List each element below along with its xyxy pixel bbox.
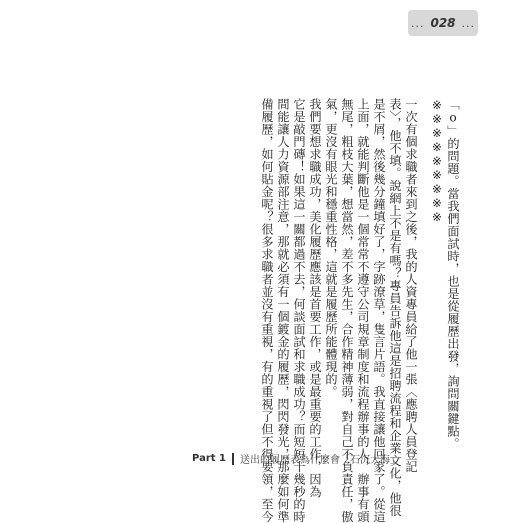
text-column: 一次有個求職者來到之後，我的人資專員給了他一張〈應聘人員登記 [404,98,418,473]
text-column: 表〉，他不填。說網上不是有嗎？專員告訴他這是招聘流程和企業文化，他很 [388,98,402,517]
text-column: 間能讓人力資源部注意，那就必須有一個鍍金的履歷，閃閃發光，那麼如何準 [276,98,290,523]
page-number-dots-right: ... [461,16,476,30]
page-number-dots-left: ... [410,16,425,30]
page-number: 028 [430,16,456,30]
footer-divider [232,453,234,465]
text-column: 無尾，粗枝大葉，想當然，差不多先生，合作精神薄弱，對自己不負責任，傲 [340,98,354,523]
text-column: 「o」的問題。當我們面試時，也是從履歷出發，詢問關鍵點。 [446,98,460,450]
text-column: 上面，就能判斷他是一個常常不遵守公司規章制度和流程辦事的人，辦事有頭 [356,98,370,523]
chapter-title: 送出的履歷表為什麼會「石沉大海」 [240,455,400,466]
text-column: 我們要想求職成功，美化履歷應該是首要工作，或是最重要的工作，因為 [308,98,322,498]
text-column: 備履歷，如何貼金呢？很多求職者並沒有重視，有的重視了但不得要領，至今 [260,98,274,523]
page-number-bar [408,10,478,36]
section-divider: ※※※※※※※※※ [430,98,444,224]
part-label: Part 1 [192,453,226,464]
text-column: 氣，更沒有眼光和穩重性格，這就是履歷所能體現的。 [324,98,338,398]
text-column: 它是敲門磚！如果這一關都過不去，何談面試和求職成功？而短短十幾秒的時 [292,98,306,523]
text-column: 是不屑，然後幾分鐘填好了，字跡潦草，隻言片語。我直接讓他回家了。從這 [372,98,386,523]
running-footer [192,451,400,466]
